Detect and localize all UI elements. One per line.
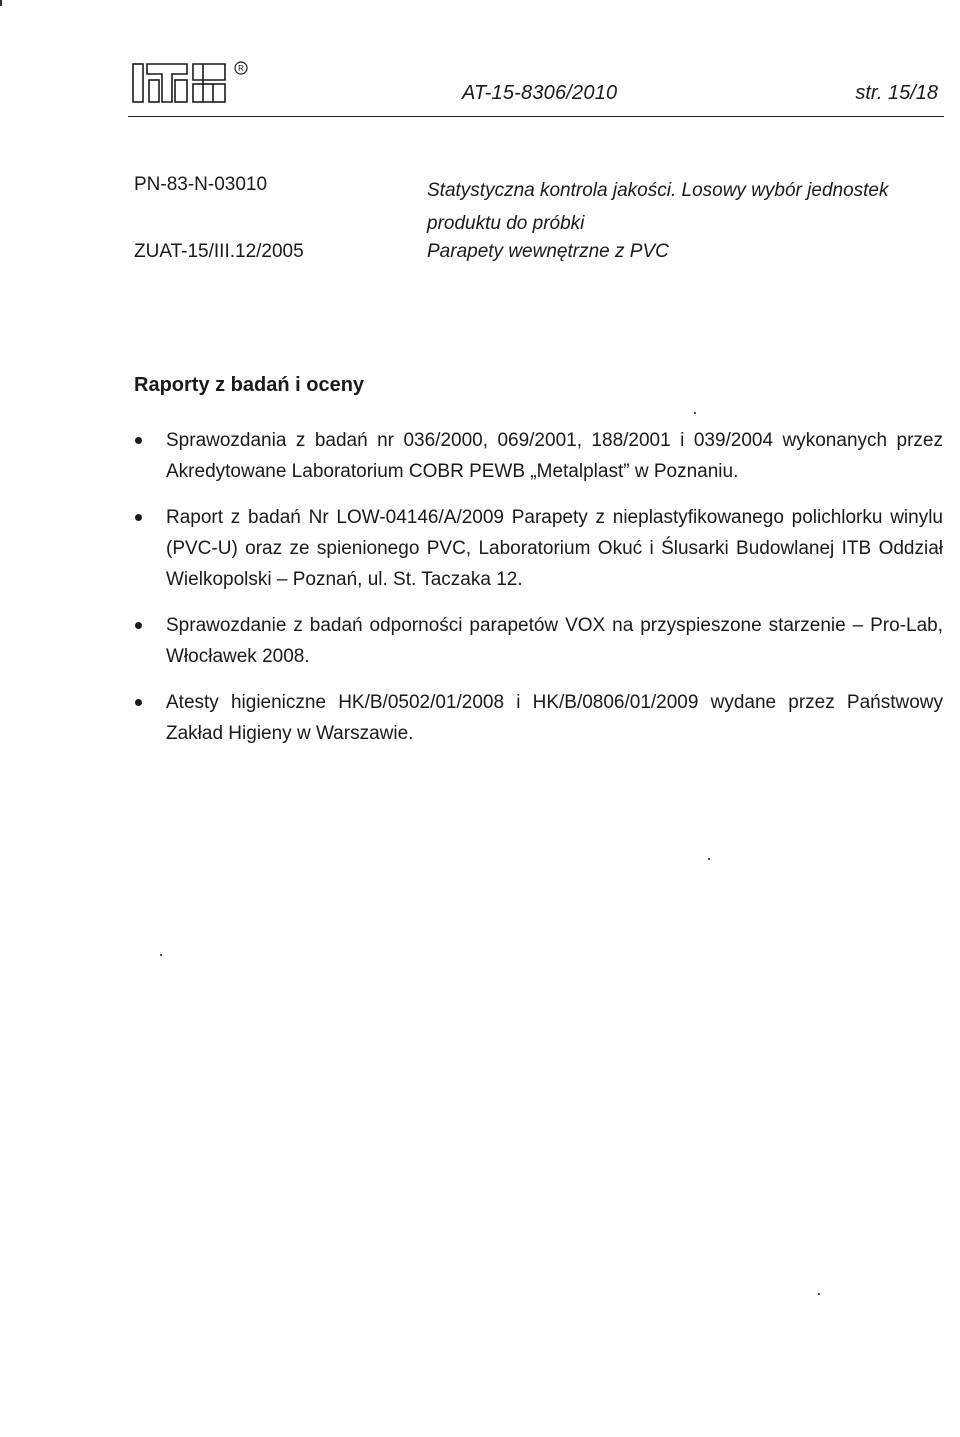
list-item-text: Atesty higieniczne HK/B/0502/01/2008 i HK/B/0806/01/2009 wydane przez Państwowy Zakład Higieny w Warszawie. (166, 692, 943, 744)
scan-speck (694, 412, 696, 414)
norm-code: ZUAT-15/III.12/2005 (134, 241, 304, 262)
norm-code: PN-83-N-03010 (134, 174, 268, 195)
report-list (133, 425, 943, 764)
scan-speck (818, 1293, 820, 1295)
list-item-text: Sprawozdanie z badań odporności parapetów VOX na przyspieszone starzenie – Pro-Lab, Włocławek 2008. (166, 615, 943, 667)
document-number: AT-15-8306/2010 (462, 82, 618, 104)
bullet-icon (135, 699, 142, 706)
norm-title: Statystyczna kontrola jakości. Losowy wybór jednostek produktu do próbki (427, 180, 889, 234)
norm-title: Parapety wewnętrzne z PVC (427, 241, 669, 262)
scan-speck (708, 858, 710, 860)
list-item (133, 687, 943, 749)
scan-mark (0, 0, 2, 6)
header-rule (128, 116, 944, 117)
bullet-icon (135, 437, 142, 444)
svg-text:R: R (238, 64, 244, 73)
scan-speck (160, 954, 162, 956)
section-heading: Raporty z badań i oceny (134, 374, 365, 396)
list-item-text: Sprawozdania z badań nr 036/2000, 069/2001, 188/2001 i 039/2004 wykonanych przez Akredytowane Laboratorium COBR PEWB „Metalplast” w Poznaniu. (166, 430, 943, 482)
itb-logo (131, 60, 251, 105)
bullet-icon (135, 514, 142, 521)
list-item (133, 502, 943, 595)
list-item-text: Raport z badań Nr LOW-04146/A/2009 Parapety z nieplastyfikowanego polichlorku winylu (PVC-U) oraz ze spienionego PVC, Laboratorium Okuć i Ślusarki Budowlanej ITB Oddział Wielkopolski – Poznań, ul. St. Taczaka 12. (166, 507, 943, 590)
list-item (133, 610, 943, 672)
page-number: str. 15/18 (855, 82, 938, 104)
bullet-icon (135, 622, 142, 629)
list-item (133, 425, 943, 487)
